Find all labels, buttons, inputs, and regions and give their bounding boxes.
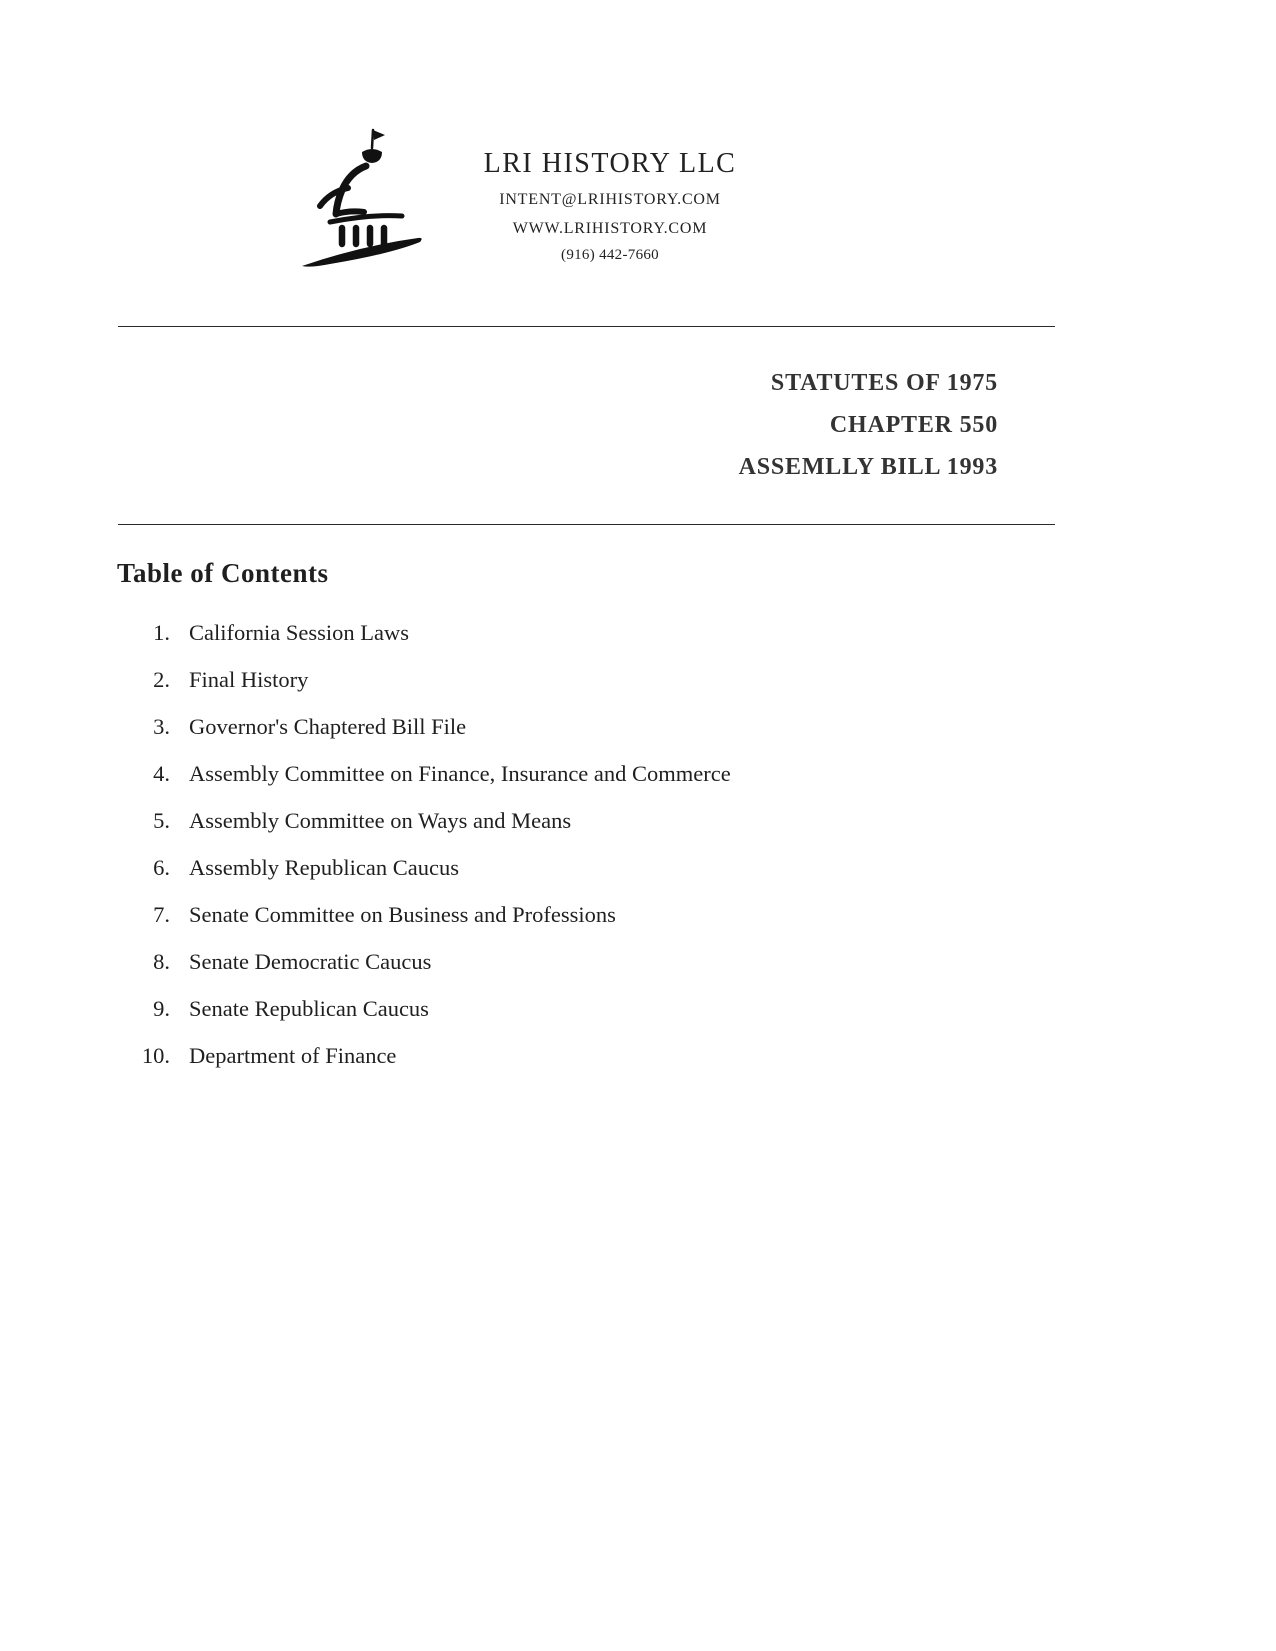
toc-item-number: 3. — [153, 714, 170, 739]
capitol-logo — [290, 118, 450, 288]
letterhead — [440, 148, 780, 264]
toc-item — [118, 1045, 1018, 1068]
toc-item — [118, 763, 1018, 786]
toc-item — [118, 998, 1018, 1021]
toc-item — [118, 810, 1018, 833]
toc-item — [118, 904, 1018, 927]
toc-item — [118, 951, 1018, 974]
toc-item-number: 5. — [153, 808, 170, 833]
toc-item-label: Department of Finance — [189, 1043, 397, 1068]
toc-item-label: California Session Laws — [189, 620, 409, 645]
toc-item-label: Assembly Committee on Ways and Means — [189, 808, 572, 833]
toc-item-number: 4. — [153, 761, 170, 786]
toc-item-label: Senate Committee on Business and Professions — [189, 902, 616, 927]
toc-item-label: Assembly Republican Caucus — [189, 855, 459, 880]
company-name: LRI HISTORY LLC — [483, 148, 737, 179]
toc-item — [118, 716, 1018, 739]
toc-item-number: 7. — [153, 902, 170, 927]
toc-heading: Table of Contents — [117, 558, 329, 588]
toc-item-label: Governor's Chaptered Bill File — [189, 714, 467, 739]
toc-item-number: 10. — [141, 1043, 170, 1068]
company-website: WWW.LRIHISTORY.COM — [512, 220, 708, 237]
statutes-line: STATUTES OF 1975 — [770, 370, 998, 396]
toc-item-label: Senate Republican Caucus — [189, 996, 429, 1021]
toc-item-number: 8. — [153, 949, 170, 974]
toc-item-number: 2. — [153, 667, 170, 692]
toc-item-number: 1. — [153, 620, 170, 645]
toc-item-label: Final History — [189, 667, 309, 692]
divider-top — [118, 326, 1055, 327]
toc-item-label: Senate Democratic Caucus — [189, 949, 432, 974]
toc-list — [118, 622, 1018, 1092]
divider-bottom — [118, 524, 1055, 525]
toc-item-number: 6. — [153, 855, 170, 880]
company-phone: (916) 442-7660 — [561, 247, 659, 263]
statute-title-block — [118, 362, 998, 488]
toc-item-label: Assembly Committee on Finance, Insurance and Commerce — [189, 761, 731, 786]
chapter-line: CHAPTER 550 — [829, 412, 998, 438]
toc-item-number: 9. — [153, 996, 170, 1021]
assembly-bill-line: ASSEMLLY BILL 1993 — [738, 454, 998, 480]
toc-item — [118, 622, 1018, 645]
toc-item — [118, 669, 1018, 692]
company-email: INTENT@LRIHISTORY.COM — [499, 191, 721, 208]
toc-item — [118, 857, 1018, 880]
capitol-logo-icon — [290, 118, 450, 288]
